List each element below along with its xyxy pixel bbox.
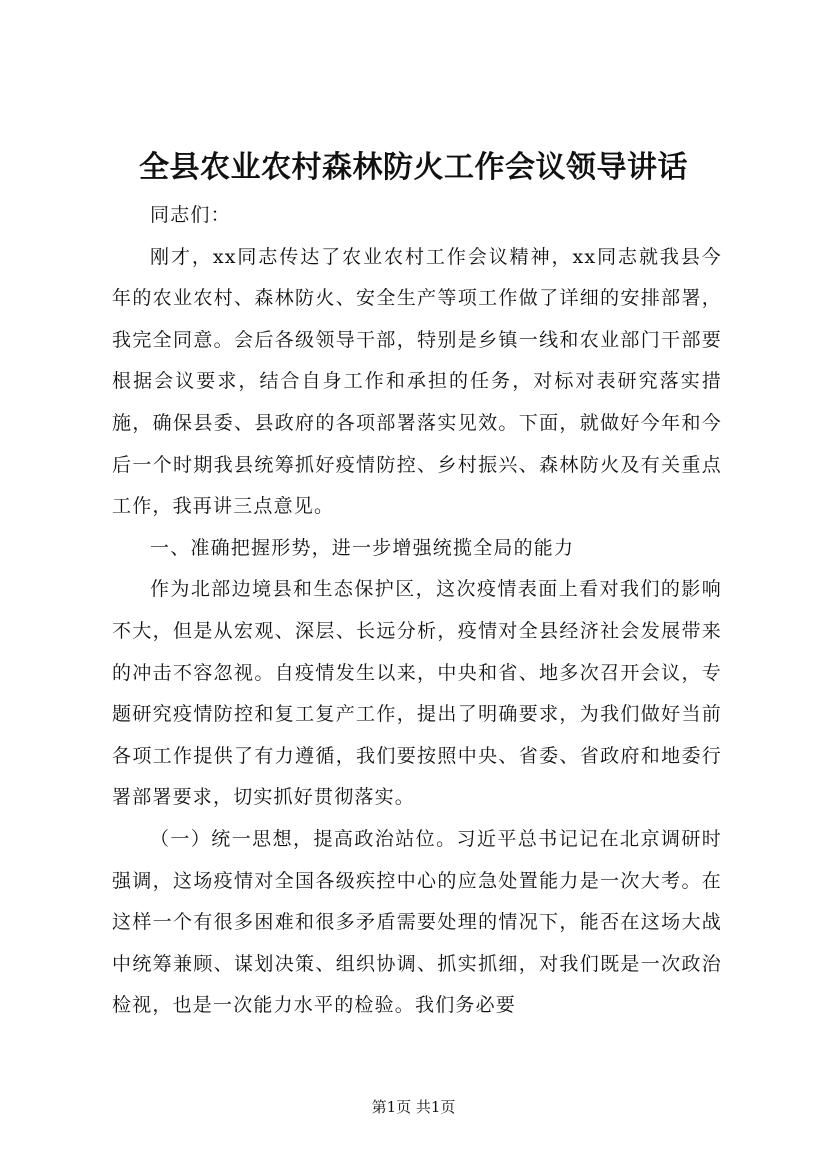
section-paragraph-1: 作为北部边境县和生态保护区，这次疫情表面上看对我们的影响不大，但是从宏观、深层、长远分析，疫情对全县经济社会发展带来的冲击不容忽视。自疫情发生以来，中央和省、地多次召开会议，专题研究疫情防控和复工复产工作，提出了明确要求，为我们做好当前各项工作提供了有力遵循，我们要按照中央、省委、省政府和地委行署部署要求，切实抓好贯彻落实。: [112, 578, 722, 809]
document-title: 全县农业农村森林防火工作会议领导讲话: [139, 150, 688, 185]
section-paragraph-2: （一）统一思想，提高政治站位。习近平总书记记在北京调研时强调，这场疫情对全国各级疾控中心的应急处置能力是一次大考。在这样一个有很多困难和很多矛盾需要处理的情况下，能否在这场大战中统筹兼顾、谋划决策、组织协调、抓实抓细，对我们既是一次政治检视，也是一次能力水平的检验。我们务必要: [112, 827, 722, 1017]
section-heading: 一、准确把握形势，进一步增强统揽全局的能力: [150, 536, 575, 559]
document-body: [112, 195, 722, 1027]
salutation: 同志们：: [150, 204, 231, 226]
page-footer: 第1页 共1页: [371, 1098, 456, 1116]
intro-paragraph: 刚才，xx同志传达了农业农村工作会议精神，xx同志就我县今年的农业农村、森林防火、安全生产等项工作做了详细的安排部署，我完全同意。会后各级领导干部，特别是乡镇一线和农业部门干部要根据会议要求，结合自身工作和承担的任务，对标对表研究落实措施，确保县委、县政府的各项部署落实见效。下面，就做好今年和今后一个时期我县统筹抓好疫情防控、乡村振兴、森林防火及有关重点工作，我再讲三点意见。: [112, 245, 722, 518]
